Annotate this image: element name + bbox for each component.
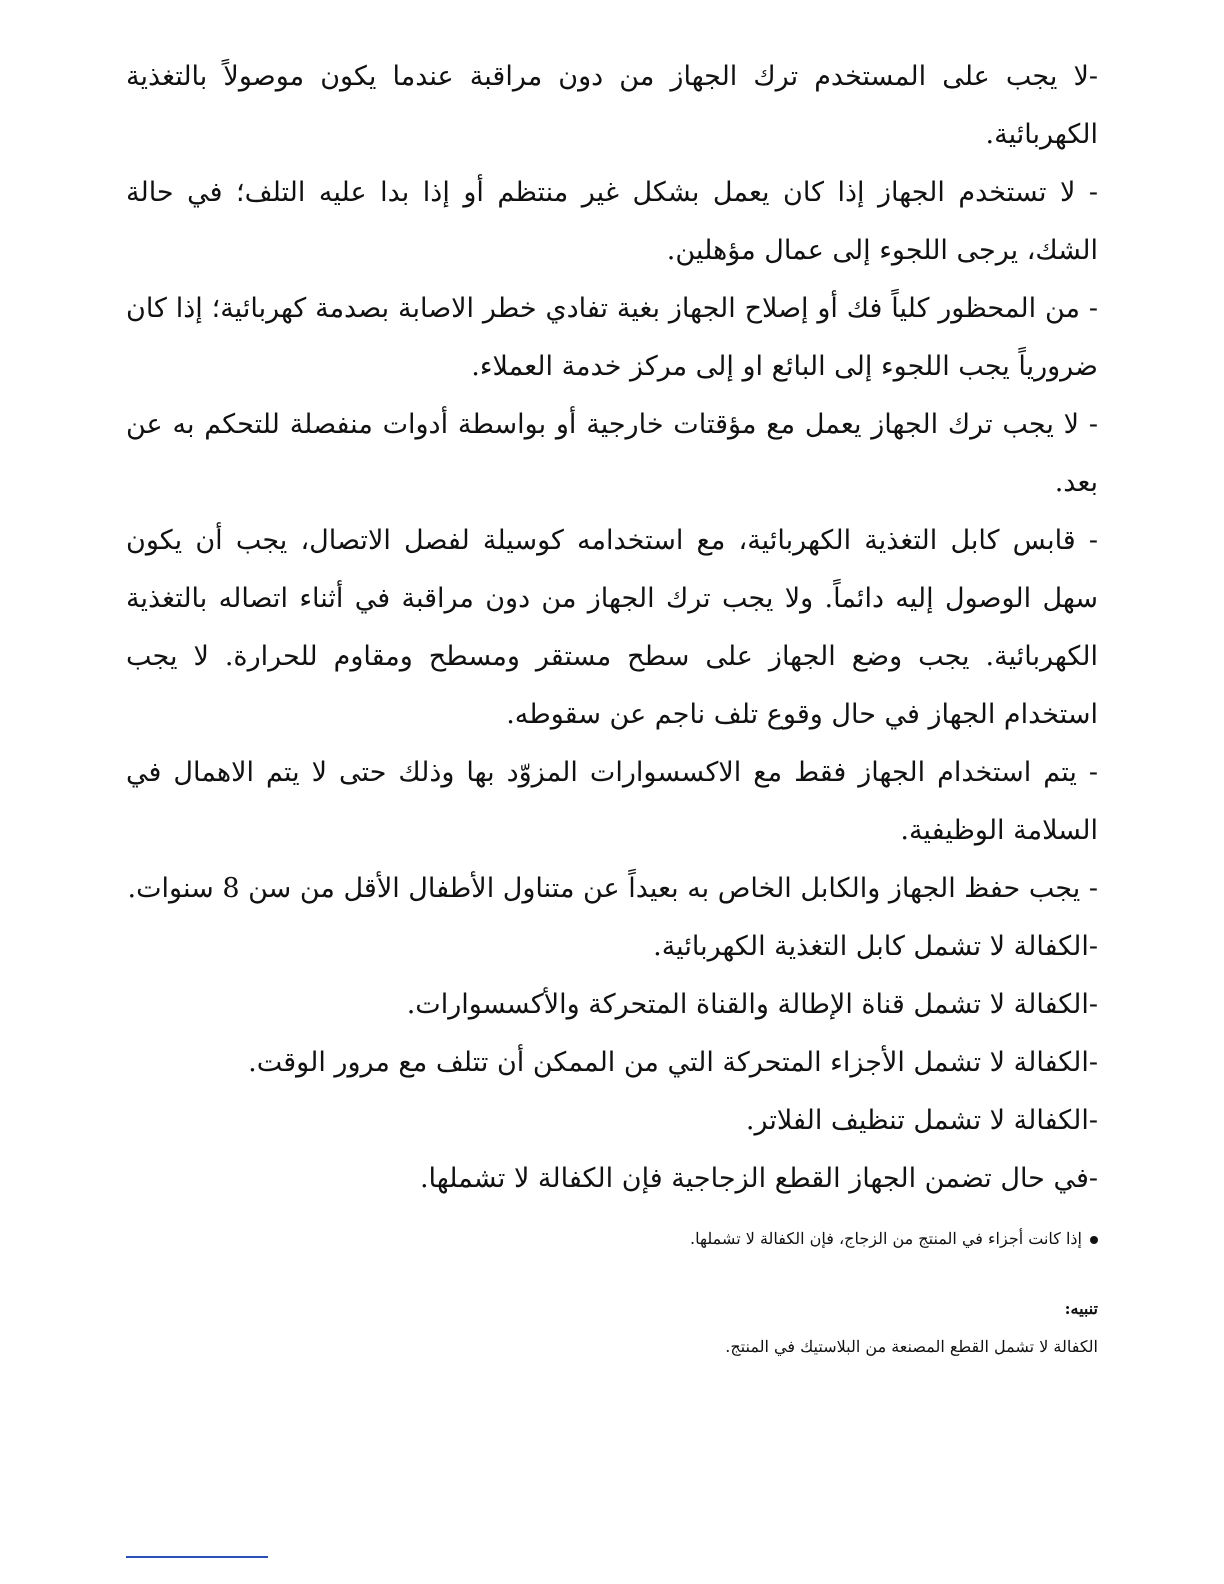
document-page	[126, 48, 1098, 1362]
warranty-line-extension: -الكفالة لا تشمل قناة الإطالة والقناة المتحركة والأكسسوارات.	[406, 989, 1098, 1020]
footnote-divider	[126, 1556, 268, 1558]
bullet-text: إذا كانت أجزاء في المنتج من الزجاج، فإن الكفالة لا تشملها.	[690, 1229, 1082, 1248]
paragraph-power-plug: - قابس كابل التغذية الكهربائية، مع استخدامه كوسيلة لفصل الاتصال، يجب أن يكون سهل الوصول إليه دائماً. ولا يجب ترك الجهاز من دون مراقبة في أثناء اتصاله بالتغذية الكهربائية. يجب وضع الجهاز على سطح مستقر ومسطح ومقاوم للحرارة. لا يجب استخدام الجهاز في حال وقوع تلف ناجم عن سقوطه.	[126, 525, 1098, 730]
bullet-item	[126, 1224, 1098, 1254]
note-text: الكفالة لا تشمل القطع المصنعة من البلاستيك في المنتج.	[725, 1337, 1098, 1356]
paragraph-unattended: -لا يجب على المستخدم ترك الجهاز من دون مراقبة عندما يكون موصولاً بالتغذية الكهربائية.	[126, 61, 1098, 150]
warranty-line-power-cable: -الكفالة لا تشمل كابل التغذية الكهربائية.	[653, 931, 1098, 962]
warranty-line-moving-parts: -الكفالة لا تشمل الأجزاء المتحركة التي من الممكن أن تتلف مع مرور الوقت.	[248, 1047, 1098, 1078]
bullet-dot-icon	[1090, 1236, 1098, 1244]
note-heading: تنبيه:	[1064, 1299, 1098, 1318]
warranty-line-glass: -في حال تضمن الجهاز القطع الزجاجية فإن الكفالة لا تشملها.	[419, 1163, 1098, 1194]
paragraph-accessories: - يتم استخدام الجهاز فقط مع الاكسسوارات المزوّد بها وذلك حتى لا يتم الاهمال في السلامة الوظيفية.	[126, 757, 1098, 846]
paragraph-external-timers: - لا يجب ترك الجهاز يعمل مع مؤقتات خارجية أو بواسطة أدوات منفصلة للتحكم به عن بعد.	[126, 409, 1098, 498]
paragraph-children: - يجب حفظ الجهاز والكابل الخاص به بعيداً عن متناول الأطفال الأقل من سن 8 سنوات.	[127, 873, 1098, 904]
paragraph-malfunction: - لا تستخدم الجهاز إذا كان يعمل بشكل غير منتظم أو إذا بدا عليه التلف؛ في حالة الشك، يرجى اللجوء إلى عمال مؤهلين.	[126, 177, 1098, 266]
paragraph-no-disassembly: - من المحظور كلياً فك أو إصلاح الجهاز بغية تفادي خطر الاصابة بصدمة كهربائية؛ إذا كان ضرورياً يجب اللجوء إلى البائع او إلى مركز خدمة العملاء.	[126, 293, 1098, 382]
warranty-line-filters: -الكفالة لا تشمل تنظيف الفلاتر.	[745, 1105, 1098, 1136]
